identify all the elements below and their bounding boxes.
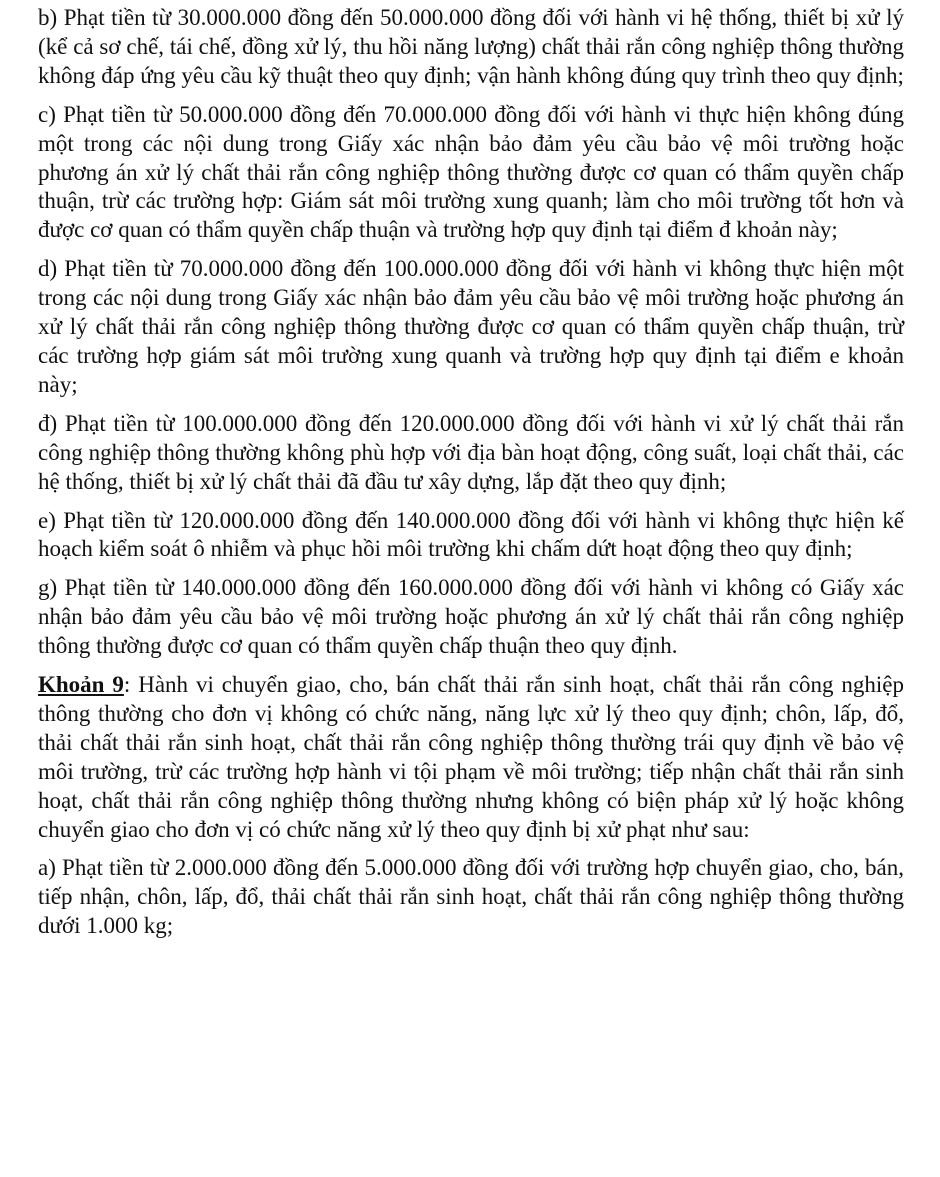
document-page xyxy=(38,4,904,951)
khoan-9-text: : Hành vi chuyển giao, cho, bán chất thải rắn sinh hoạt, chất thải rắn công nghiệp thông thường cho đơn vị không có chức năng, năng lực xử lý theo quy định; chôn, lấp, đổ, thải chất thải rắn sinh hoạt, chất thải rắn công nghiệp thông thường trái quy định về bảo vệ môi trường, trừ các trường hợp hành vi tội phạm về môi trường; tiếp nhận chất thải rắn sinh hoạt, chất thải rắn công nghiệp thông thường nhưng không có biện pháp xử lý hoặc không chuyển giao cho đơn vị có chức năng xử lý theo quy định bị xử phạt như sau: xyxy=(38,672,904,842)
paragraph-e: e) Phạt tiền từ 120.000.000 đồng đến 140.000.000 đồng đối với hành vi không thực hiện kế hoạch kiểm soát ô nhiễm và phục hồi môi trường khi chấm dứt hoạt động theo quy định; xyxy=(38,507,904,562)
paragraph-d: d) Phạt tiền từ 70.000.000 đồng đến 100.000.000 đồng đối với hành vi không thực hiện một trong các nội dung trong Giấy xác nhận bảo đảm yêu cầu bảo vệ môi trường hoặc phương án xử lý chất thải rắn công nghiệp thông thường được cơ quan có thẩm quyền chấp thuận, trừ các trường hợp giám sát môi trường xung quanh và trường hợp quy định tại điểm e khoản này; xyxy=(38,256,904,397)
khoan-9-label: Khoản 9 xyxy=(38,672,124,698)
paragraph-b: b) Phạt tiền từ 30.000.000 đồng đến 50.000.000 đồng đối với hành vi hệ thống, thiết bị xử lý (kể cả sơ chế, tái chế, đồng xử lý, thu hồi năng lượng) chất thải rắn công nghiệp thông thường không đáp ứng yêu cầu kỹ thuật theo quy định; vận hành không đúng quy trình theo quy định; xyxy=(38,5,904,88)
paragraph-a: a) Phạt tiền từ 2.000.000 đồng đến 5.000.000 đồng đối với trường hợp chuyển giao, cho, bán, tiếp nhận, chôn, lấp, đổ, thải chất thải rắn sinh hoạt, chất thải rắn công nghiệp thông thường dưới 1.000 kg; xyxy=(38,855,904,939)
paragraph-dd: đ) Phạt tiền từ 100.000.000 đồng đến 120.000.000 đồng đối với hành vi xử lý chất thải rắn công nghiệp thông thường không phù hợp với địa bàn hoạt động, công suất, loại chất thải, các hệ thống, thiết bị xử lý chất thải đã đầu tư xây dựng, lắp đặt theo quy định; xyxy=(38,410,904,494)
paragraph-c: c) Phạt tiền từ 50.000.000 đồng đến 70.000.000 đồng đối với hành vi thực hiện không đúng một trong các nội dung trong Giấy xác nhận bảo đảm yêu cầu bảo vệ môi trường hoặc phương án xử lý chất thải rắn công nghiệp thông thường được cơ quan có thẩm quyền chấp thuận, trừ các trường hợp: Giám sát môi trường xung quanh; làm cho môi trường tốt hơn và được cơ quan có thẩm quyền chấp thuận và trường hợp quy định tại điểm đ khoản này; xyxy=(38,101,904,243)
paragraph-khoan-9 xyxy=(38,671,904,844)
paragraph-g: g) Phạt tiền từ 140.000.000 đồng đến 160.000.000 đồng đối với hành vi không có Giấy xác nhận bảo đảm yêu cầu bảo vệ môi trường hoặc phương án xử lý chất thải rắn công nghiệp thông thường được cơ quan có thẩm quyền chấp thuận theo quy định. xyxy=(38,575,904,659)
